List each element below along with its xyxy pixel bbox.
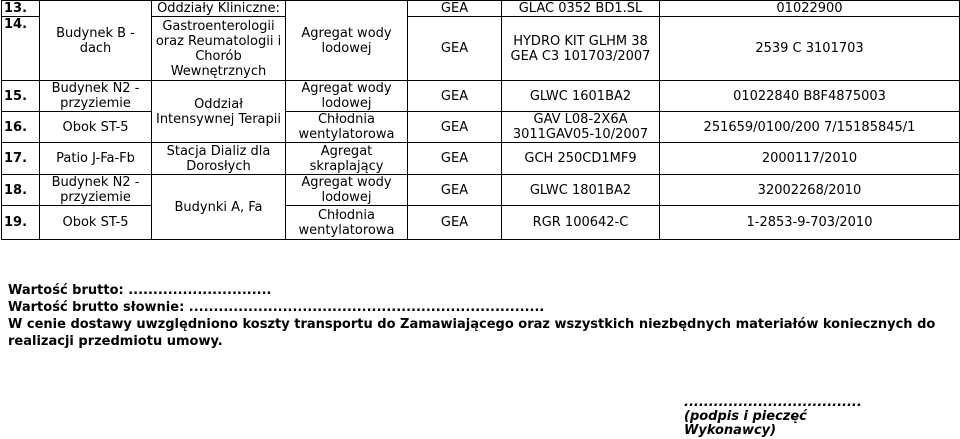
model-cell: GLWC 1801BA2 — [502, 175, 660, 206]
model-cell: GCH 250CD1MF9 — [502, 143, 660, 175]
maker-cell: GEA — [408, 112, 502, 143]
type-cell: Agregat wody lodowej — [286, 175, 408, 206]
serial-cell: 1-2853-9-703/2010 — [660, 206, 960, 240]
signature-label-line2: Wykonawcy) — [684, 423, 777, 438]
row-number: 16. — [2, 112, 40, 143]
serial-cell: 01022900 — [660, 1, 960, 17]
table-row — [2, 112, 960, 143]
building-cell: Budynek N2 - przyziemie — [40, 175, 152, 206]
building-cell: Patio J-Fa-Fb — [40, 143, 152, 175]
type-cell: Agregat skraplający — [286, 143, 408, 175]
maker-cell: GEA — [408, 1, 502, 17]
ward-cell: Gastroenterologii oraz Reumatologii i Chorób Wewnętrznych — [152, 17, 286, 81]
maker-cell: GEA — [408, 81, 502, 112]
model-cell: GLAC 0352 BD1.SL — [502, 1, 660, 17]
ward-cell: Oddział Intensywnej Terapii — [152, 81, 286, 143]
row-number: 13. — [2, 1, 40, 17]
row-number: 18. — [2, 175, 40, 206]
maker-cell: GEA — [408, 143, 502, 175]
maker-cell: GEA — [408, 17, 502, 81]
model-cell: GAV L08-2X6A 3011GAV05-10/2007 — [502, 112, 660, 143]
building-cell: Budynek B - dach — [40, 1, 152, 81]
ward-cell: Oddziały Kliniczne: — [152, 1, 286, 17]
table-row — [2, 81, 960, 112]
maker-cell: GEA — [408, 206, 502, 240]
row-number: 14. — [2, 17, 40, 81]
type-cell: Agregat wody lodowej — [286, 1, 408, 81]
type-cell: Agregat wody lodowej — [286, 81, 408, 112]
delivery-note: W cenie dostawy uwzględniono koszty transportu do Zamawiającego oraz wszystkich niezbędnych materiałów koniecznych do realizacji przedmiotu umowy. — [8, 317, 936, 349]
row-number: 17. — [2, 143, 40, 175]
row-number: 19. — [2, 206, 40, 240]
model-cell: GLWC 1601BA2 — [502, 81, 660, 112]
serial-cell: 2000117/2010 — [660, 143, 960, 175]
signature-block — [684, 396, 862, 438]
ward-cell: Stacja Dializ dla Dorosłych — [152, 143, 286, 175]
row-number: 15. — [2, 81, 40, 112]
building-cell: Budynek N2 - przyziemie — [40, 81, 152, 112]
table-row — [2, 206, 960, 240]
table-row — [2, 1, 960, 17]
model-cell: HYDRO KIT GLHM 38 GEA C3 101703/2007 — [502, 17, 660, 81]
table-row — [2, 143, 960, 175]
gross-value-words-line: Wartość brutto słownie: ........................................................................ — [8, 300, 545, 315]
ward-cell: Budynki A, Fa — [152, 175, 286, 240]
table-row — [2, 175, 960, 206]
signature-dots: .................................... — [684, 395, 862, 410]
price-summary — [8, 282, 952, 350]
building-cell: Obok ST-5 — [40, 112, 152, 143]
type-cell: Chłodnia wentylatorowa — [286, 206, 408, 240]
gross-value-line: Wartość brutto: ............................. — [8, 283, 272, 298]
serial-cell: 2539 C 3101703 — [660, 17, 960, 81]
signature-label-line1: (podpis i pieczęć — [684, 409, 807, 424]
building-cell: Obok ST-5 — [40, 206, 152, 240]
serial-cell: 01022840 B8F4875003 — [660, 81, 960, 112]
type-cell: Chłodnia wentylatorowa — [286, 112, 408, 143]
maker-cell: GEA — [408, 175, 502, 206]
model-cell: RGR 100642-C — [502, 206, 660, 240]
serial-cell: 251659/0100/200 7/15185845/1 — [660, 112, 960, 143]
equipment-table — [1, 0, 960, 240]
serial-cell: 32002268/2010 — [660, 175, 960, 206]
